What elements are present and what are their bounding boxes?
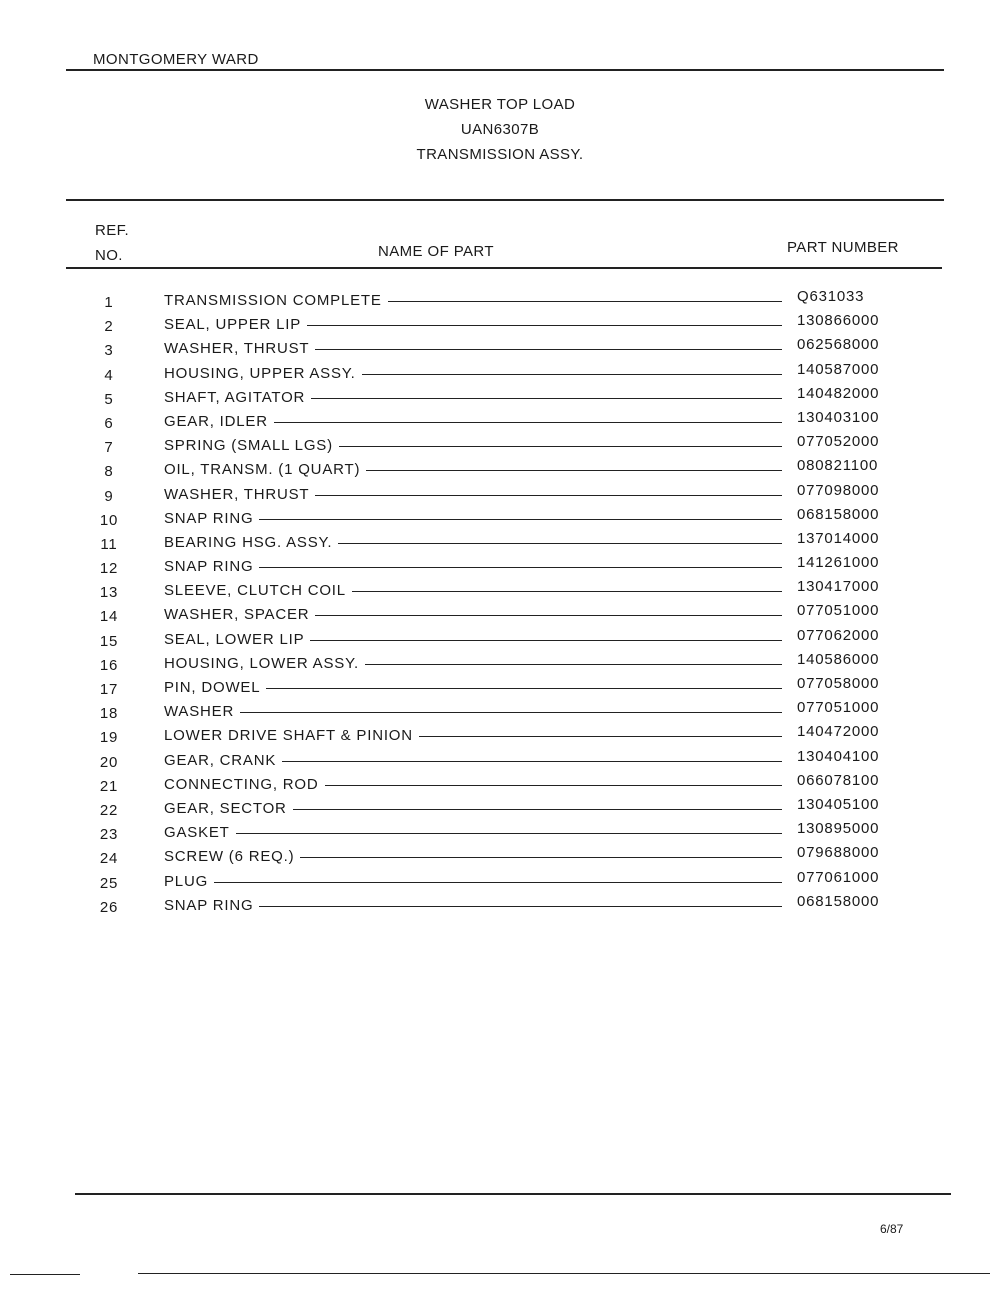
ref-number: 23 [99, 826, 119, 844]
table-row [0, 844, 1000, 868]
part-number: 077098000 [797, 481, 880, 499]
table-row [0, 675, 1000, 699]
part-name-cell [164, 800, 782, 817]
part-name-cell [164, 703, 782, 720]
leader-line [236, 833, 782, 834]
part-name-cell [164, 365, 782, 382]
part-name-cell [164, 437, 782, 454]
footer-date-code: 6/87 [880, 1222, 904, 1236]
part-name: SLEEVE, CLUTCH COIL [164, 582, 346, 600]
ref-number: 19 [99, 729, 119, 747]
part-name-cell [164, 510, 782, 527]
table-top-rule [66, 199, 944, 201]
part-name: WASHER, SPACER [164, 606, 310, 624]
leader-line [259, 519, 782, 520]
part-name-cell [164, 873, 782, 890]
leader-line [365, 664, 782, 665]
part-number: 140472000 [797, 723, 880, 741]
table-row [0, 385, 1000, 409]
leader-line [352, 591, 782, 592]
table-row [0, 506, 1000, 530]
part-number: 130895000 [797, 820, 880, 838]
leader-line [388, 301, 782, 302]
leader-line [214, 882, 782, 883]
part-number: 130866000 [797, 312, 880, 330]
ref-number: 13 [99, 584, 119, 602]
column-header-name: NAME OF PART [378, 243, 494, 260]
part-number: 077051000 [797, 602, 880, 620]
leader-line [339, 446, 782, 447]
part-name: WASHER, THRUST [164, 340, 310, 358]
table-row [0, 433, 1000, 457]
table-row [0, 723, 1000, 747]
part-number: 079688000 [797, 844, 880, 862]
part-name-cell [164, 631, 782, 648]
part-name: WASHER, THRUST [164, 485, 310, 503]
part-name: OIL, TRANSM. (1 QUART) [164, 461, 361, 479]
ref-number: 16 [99, 656, 119, 674]
ref-number: 21 [99, 777, 119, 795]
part-name: SPRING (SMALL LGS) [164, 437, 333, 455]
table-row [0, 772, 1000, 796]
table-row [0, 457, 1000, 481]
part-name: PIN, DOWEL [164, 679, 261, 696]
part-name: PLUG [164, 872, 209, 890]
ref-number: 7 [104, 439, 114, 457]
part-name: GEAR, SECTOR [164, 799, 287, 817]
ref-number: 18 [99, 705, 119, 723]
brand-name: MONTGOMERY WARD [93, 51, 259, 68]
part-name-cell [164, 558, 782, 575]
part-name-cell [164, 776, 782, 793]
part-number: 066078100 [797, 771, 880, 789]
table-row [0, 312, 1000, 336]
table-row [0, 602, 1000, 626]
leader-line [259, 567, 782, 568]
part-name: SEAL, LOWER LIP [164, 630, 305, 648]
leader-line [266, 688, 782, 689]
part-number: 130403100 [797, 408, 880, 426]
leader-line [315, 495, 782, 496]
column-header-rule [66, 267, 942, 269]
footer-rule [75, 1193, 951, 1195]
part-name: TRANSMISSION COMPLETE [164, 292, 382, 309]
part-name-cell [164, 534, 782, 551]
table-row [0, 361, 1000, 385]
part-name-cell [164, 413, 782, 430]
part-name-cell [164, 655, 782, 672]
part-name: SEAL, UPPER LIP [164, 316, 302, 334]
ref-number: 8 [104, 463, 114, 481]
table-row [0, 651, 1000, 675]
part-number: 140586000 [797, 650, 880, 668]
parts-list [0, 288, 1000, 917]
table-row [0, 869, 1000, 893]
part-name-cell [164, 461, 782, 478]
ref-number: 6 [104, 414, 114, 432]
leader-line [315, 349, 782, 350]
table-row [0, 748, 1000, 772]
part-number: 080821100 [797, 457, 879, 475]
leader-line [310, 640, 782, 641]
part-name-cell [164, 824, 782, 841]
part-number: 140482000 [797, 384, 880, 402]
leader-line [311, 398, 782, 399]
ref-number: 11 [100, 535, 118, 553]
part-number: 140587000 [797, 360, 880, 378]
ref-number: 26 [99, 898, 119, 916]
part-name-cell [164, 486, 782, 503]
ref-number: 15 [99, 632, 119, 650]
table-row [0, 578, 1000, 602]
table-row [0, 482, 1000, 506]
part-number: 137014000 [797, 529, 880, 547]
part-name: HOUSING, LOWER ASSY. [164, 654, 359, 672]
bottom-rule-left [10, 1274, 80, 1275]
part-name: GASKET [164, 824, 230, 842]
part-name: WASHER [164, 703, 235, 721]
part-name-cell [164, 389, 782, 406]
table-row [0, 820, 1000, 844]
model-number: UAN6307B [460, 121, 540, 138]
ref-number: 4 [104, 366, 114, 384]
table-row [0, 288, 1000, 312]
part-name-cell [164, 679, 782, 696]
ref-number: 14 [99, 608, 119, 626]
leader-line [300, 857, 782, 858]
part-name: CONNECTING, ROD [164, 775, 319, 793]
part-number: 077062000 [797, 626, 880, 644]
ref-number: 12 [99, 560, 119, 578]
leader-line [362, 374, 782, 375]
leader-line [259, 906, 782, 907]
leader-line [240, 712, 782, 713]
ref-number: 25 [99, 874, 119, 892]
ref-number: 9 [104, 487, 114, 505]
table-row [0, 796, 1000, 820]
document-title: WASHER TOP LOAD [424, 96, 576, 113]
part-name-cell [164, 606, 782, 623]
assembly-title: TRANSMISSION ASSY. [416, 146, 584, 163]
part-name-cell [164, 340, 782, 357]
table-row [0, 530, 1000, 554]
ref-number: 22 [99, 801, 119, 819]
leader-line [315, 615, 782, 616]
column-header-part-number: PART NUMBER [787, 239, 899, 256]
leader-line [274, 422, 782, 423]
column-header-no: NO. [95, 247, 123, 264]
part-name: HOUSING, UPPER ASSY. [164, 364, 356, 382]
part-number: 141261000 [797, 554, 880, 572]
part-name: GEAR, CRANK [164, 751, 277, 769]
part-name: SCREW (6 REQ.) [164, 848, 295, 866]
leader-line [338, 543, 782, 544]
leader-line [293, 809, 782, 810]
table-row [0, 699, 1000, 723]
part-name-cell [164, 848, 782, 865]
column-header-ref: REF. [95, 222, 130, 239]
part-name: SHAFT, AGITATOR [164, 388, 306, 406]
ref-number: 17 [99, 681, 119, 698]
part-name: GEAR, IDLER [164, 412, 268, 430]
part-number: 077051000 [797, 699, 880, 717]
leader-line [325, 785, 783, 786]
part-number: 130404100 [797, 747, 880, 765]
part-name-cell [164, 316, 782, 333]
table-row [0, 893, 1000, 917]
part-name-cell [164, 582, 782, 599]
part-name-cell [164, 292, 782, 309]
table-row [0, 627, 1000, 651]
header-rule [66, 69, 944, 71]
part-number: 130405100 [797, 795, 880, 813]
part-name: SNAP RING [164, 896, 254, 914]
ref-number: 5 [104, 390, 114, 408]
part-number: Q631033 [797, 288, 865, 305]
ref-number: 24 [99, 850, 119, 868]
ref-number: 20 [99, 753, 119, 771]
part-number: 068158000 [797, 505, 880, 523]
part-name: LOWER DRIVE SHAFT & PINION [164, 727, 413, 745]
part-number: 068158000 [797, 892, 880, 910]
part-name-cell [164, 897, 782, 914]
part-name-cell [164, 752, 782, 769]
leader-line [419, 736, 782, 737]
part-name: SNAP RING [164, 509, 254, 527]
part-number: 077052000 [797, 433, 880, 451]
ref-number: 2 [104, 318, 114, 336]
part-number: 077061000 [797, 868, 880, 886]
part-name: SNAP RING [164, 558, 254, 576]
table-row [0, 409, 1000, 433]
ref-number: 3 [104, 342, 114, 360]
part-name: BEARING HSG. ASSY. [164, 533, 333, 551]
ref-number: 10 [99, 511, 119, 529]
part-number: 062568000 [797, 336, 880, 354]
leader-line [307, 325, 782, 326]
leader-line [282, 761, 782, 762]
table-row [0, 554, 1000, 578]
ref-number: 1 [104, 294, 114, 311]
table-row [0, 336, 1000, 360]
leader-line [366, 470, 782, 471]
part-name-cell [164, 727, 782, 744]
bottom-rule-right [138, 1273, 990, 1274]
part-number: 130417000 [797, 578, 880, 596]
part-number: 077058000 [797, 675, 880, 692]
